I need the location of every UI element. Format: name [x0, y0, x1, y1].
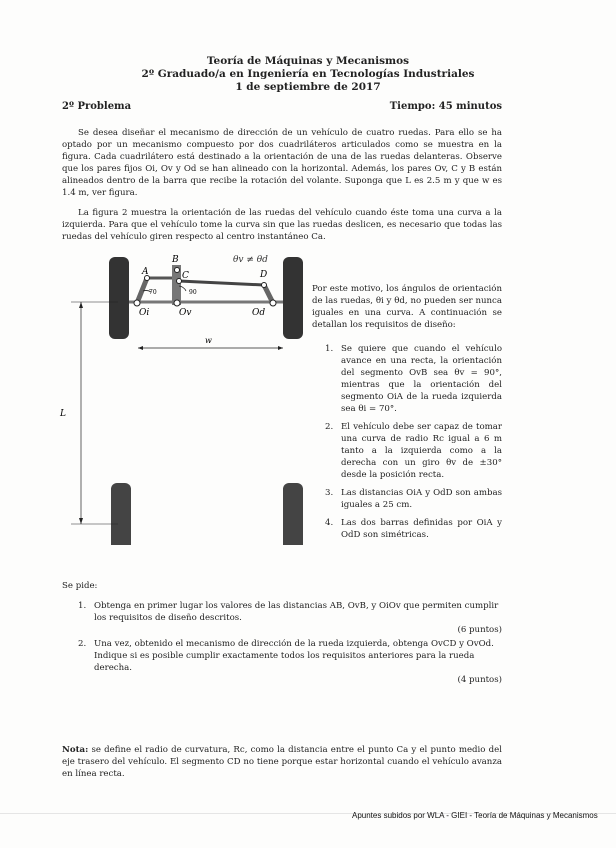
se-pide-label: Se pide: [62, 581, 98, 591]
requirement-item: 4. Las dos barras definidas por OiA y OdD son simétricas. [325, 518, 502, 540]
task-2: 2. Una vez, obtenido el mecanismo de dirección de la rueda izquierda, obtenga OvCD y OvOd. Indique si es posible cumplir exactamente todos los requisitos anteriores para la rueda derecha. (4 puntos) [78, 639, 502, 685]
side-paragraph: Por este motivo, los ángulos de orientación de las ruedas, θi y θd, no pueden ser nunca iguales en una curva. A continuación se detallan los requisitos de diseño: [312, 284, 502, 330]
note-paragraph [62, 744, 502, 780]
task-1-points: (6 puntos) [457, 625, 502, 635]
label-Od: Od [252, 308, 266, 318]
label-C: C [182, 271, 189, 281]
rear-right-wheel [283, 483, 303, 545]
front-right-wheel [283, 257, 303, 339]
rear-left-wheel [111, 483, 131, 545]
label-Ov: Ov [179, 308, 192, 318]
handwritten-note: θv ≠ θd [233, 255, 268, 265]
intro-paragraph-2: La figura 2 muestra la orientación de las ruedas del vehículo cuando éste toma una curva a la izquierda. Para que el vehículo tome la curva sin que las ruedas deslicen, es necesario que todas las ruedas del vehículo giren respecto al centro instantáneo Ca. [62, 208, 502, 242]
label-D: D [260, 270, 268, 280]
label-Oi: Oi [139, 308, 150, 318]
requirement-item: 1. Se quiere que cuando el vehículo avance en una recta, la orientación del segmento OvB sea θv = 90°, mientras que la orientación del segmento OiA de la rueda izquierda sea θi = 70°. [325, 344, 502, 414]
task-2-points: (4 puntos) [457, 675, 502, 685]
joint-Oi [134, 300, 140, 306]
note-text: se define el radio de curvatura, Rc, como la distancia entre el punto Ca y el punto medio del eje trasero del vehículo. El segmento CD no tiene porque estar horizontal cuando el vehículo avanza en línea recta. [62, 745, 502, 779]
link-CD [179, 281, 264, 285]
label-L: L [60, 409, 66, 419]
task-1: 1. Obtenga en primer lugar los valores de las distancias AB, OvB, y OiOv que permiten cumplir los requisitos de diseño descritos. (6 puntos) [78, 601, 502, 635]
requirement-item: 2. El vehículo debe ser capaz de tomar una curva de radio Rc igual a 6 m tanto a la izquierda como a la derecha con un giro θv de ±30° desde la posición recta. [325, 422, 502, 480]
intro-paragraph-1: Se desea diseñar el mecanismo de dirección de un vehículo de cuatro ruedas. Para ello se ha optado por un mecanismo compuesto por dos cuadriláteros articulados como se muestra en la figura. Cada cuadrilátero está destinado a la orientación de una de las ruedas delanteras. Observe que los pares fijos Oi, Ov y Od se han alineado con la horizontal. Además, los pares Ov, C y B están alineados dentro de la barra que recibe la rotación del volante. Suponga que L es 2.5 m y que w es 1.4 m, ver figura. [62, 128, 502, 198]
problem-label: 2º Problema [62, 101, 132, 112]
footer-text: Apuntes subidos por WLA - GIEI - Teoría de Máquinas y Mecanismos [352, 811, 598, 820]
angle-label-left: 70 [149, 289, 157, 296]
joint-B [175, 268, 180, 273]
steering-mechanism-figure [55, 245, 315, 545]
joint-C [177, 279, 182, 284]
front-left-wheel [109, 257, 129, 339]
joint-Od [270, 300, 276, 306]
exam-date: 1 de septiembre de 2017 [235, 81, 381, 93]
label-w: w [205, 336, 212, 345]
angle-label-right: 90 [189, 289, 197, 296]
joint-D [262, 283, 267, 288]
requirements-list [325, 343, 502, 547]
degree-line: 2º Graduado/a en Ingeniería en Tecnologías Industriales [141, 68, 475, 80]
note-label: Nota: [62, 745, 89, 755]
time-label: Tiempo: 45 minutos [389, 101, 502, 112]
label-A: A [142, 267, 149, 277]
joint-Ov [174, 300, 180, 306]
label-B: B [172, 255, 179, 265]
requirement-item: 3. Las distancias OiA y OdD son ambas iguales a 25 cm. [325, 488, 502, 510]
exam-title: Teoría de Máquinas y Mecanismos [206, 55, 410, 67]
